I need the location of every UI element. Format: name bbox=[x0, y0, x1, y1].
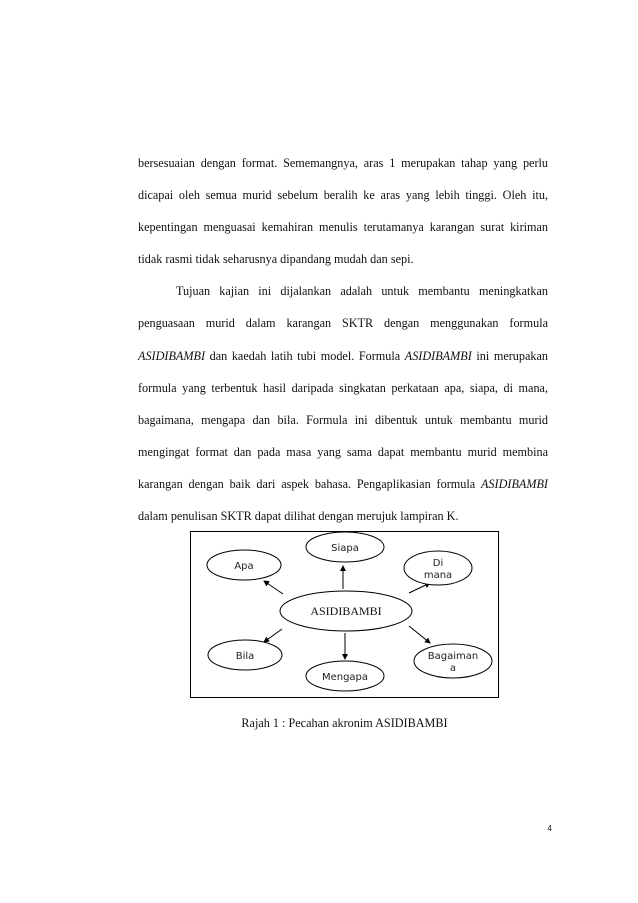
paragraph-text: Tujuan kajian ini dijalankan adalah untuk membantu meningkatkan penguasaan murid dalam karangan SKTR dengan menggunakan formula bbox=[138, 284, 548, 331]
node-label-bagaimana: Bagaiman bbox=[427, 651, 479, 662]
node-label-dimana: mana bbox=[423, 570, 453, 581]
body-text bbox=[138, 147, 548, 532]
node-label-bagaimana: a bbox=[449, 663, 457, 674]
formula-name: ASIDIBAMBI bbox=[480, 476, 548, 491]
paragraph-2 bbox=[138, 275, 548, 532]
page-number: 4 bbox=[547, 824, 552, 833]
figure-caption: Rajah 1 : Pecahan akronim ASIDIBAMBI bbox=[241, 716, 448, 730]
acronym-diagram bbox=[190, 531, 499, 698]
paragraph-text: dan kaedah latih tubi model. Formula bbox=[205, 348, 405, 363]
node-label-siapa: Siapa bbox=[331, 543, 359, 554]
node-label-mengapa: Mengapa bbox=[321, 672, 369, 683]
arrow-to-bagaimana bbox=[409, 626, 430, 643]
node-label-dimana: Di bbox=[432, 558, 444, 569]
arrow-to-bila bbox=[264, 629, 282, 642]
paragraph-text: bersesuaian dengan format. Sememangnya, aras 1 merupakan tahap yang perlu dicapai oleh semua murid sebelum beralih ke aras yang lebih tinggi. Oleh itu, kepentingan menguasai kemahiran menulis terutamanya karangan surat kiriman tidak rasmi tidak seharusnya dipandang mudah dan sepi. bbox=[138, 156, 548, 267]
arrow-to-apa bbox=[264, 581, 283, 594]
formula-name: ASIDIBAMBI bbox=[138, 348, 206, 363]
paragraph-1 bbox=[138, 147, 548, 275]
formula-name: ASIDIBAMBI bbox=[404, 348, 472, 363]
center-node-label: ASIDIBAMBI bbox=[310, 604, 382, 618]
node-label-bila: Bila bbox=[235, 651, 255, 662]
diagram-canvas bbox=[191, 532, 500, 699]
node-label-apa: Apa bbox=[234, 561, 254, 572]
paragraph-text: ini merupakan formula yang terbentuk hasil daripada singkatan perkataan apa, siapa, di mana, bagaimana, mengapa dan bila. Formula ini dibentuk untuk membantu murid mengingat format dan pada masa yang sama dapat membantu murid membina karangan dengan baik dari aspek bahasa. Pengaplikasian formula bbox=[138, 348, 548, 491]
paragraph-text: dalam penulisan SKTR dapat dilihat dengan merujuk lampiran K. bbox=[138, 509, 459, 524]
